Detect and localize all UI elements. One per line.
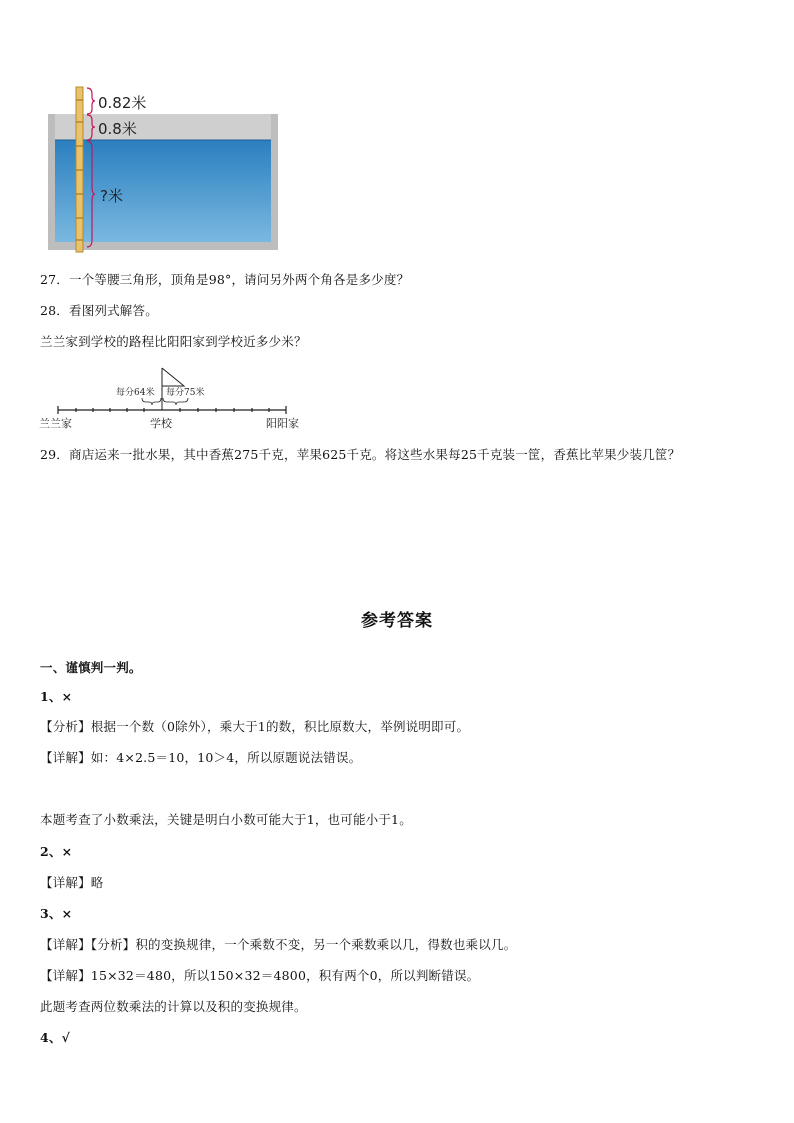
answer-1-note: 本题考查了小数乘法，关键是明白小数可能大于1，也可能小于1。 xyxy=(40,812,412,827)
label-unknown-m: ?米 xyxy=(100,187,123,205)
section-1-heading: 一、谨慎判一判。 xyxy=(40,660,142,675)
question-28-text: 兰兰家到学校的路程比阳阳家到学校近多少米？ xyxy=(40,334,307,349)
answer-3-detail: 【详解】15×32＝480，所以150×32＝4800，积有两个0，所以判断错误。 xyxy=(40,968,480,983)
answers-title: 参考答案 xyxy=(361,611,433,631)
answer-3-note: 此题考查两位数乘法的计算以及积的变换规律。 xyxy=(40,999,307,1014)
label-08m: 0.8米 xyxy=(98,120,137,138)
answer-2-detail: 【详解】略 xyxy=(40,875,104,890)
answer-1: 1、× xyxy=(40,689,73,704)
brace-left-speed xyxy=(142,398,161,405)
question-27: 27．一个等腰三角形，顶角是98°，请问另外两个角各是多少度？ xyxy=(40,272,410,287)
brace-top xyxy=(87,88,95,114)
answer-4: 4、√ xyxy=(40,1030,71,1045)
road-distance-figure xyxy=(36,364,316,436)
question-29: 29．商店运来一批水果，其中香蕉275千克，苹果625千克。将这些水果每25千克装一筐，香蕉比苹果少装几筐？ xyxy=(40,447,681,462)
answer-3-analysis: 【详解】【分析】积的变换规律，一个乘数不变，另一个乘数乘以几，得数也乘以几。 xyxy=(40,937,517,952)
brace-right-speed xyxy=(163,398,188,405)
label-082m: 0.82米 xyxy=(98,94,147,112)
place-lanlan-home: 兰兰家 xyxy=(39,417,72,430)
answer-1-analysis: 【分析】根据一个数（0除外），乘大于1的数，积比原数大，举例说明即可。 xyxy=(40,719,470,734)
pool-air-band xyxy=(55,114,271,140)
place-school: 学校 xyxy=(150,417,172,430)
school-flag xyxy=(162,368,184,386)
answer-1-detail: 【详解】如：4×2.5＝10，10＞4，所以原题说法错误。 xyxy=(40,750,362,765)
answer-3: 3、× xyxy=(40,906,73,921)
pool-water xyxy=(55,140,271,242)
question-28-title: 28．看图列式解答。 xyxy=(40,303,158,318)
speed-right-label: 每分75米 xyxy=(166,388,205,398)
answer-2: 2、× xyxy=(40,844,73,859)
place-yangyang-home: 阳阳家 xyxy=(266,417,299,430)
pool-bamboo-figure xyxy=(44,82,294,257)
speed-left-label: 每分64米 xyxy=(116,388,155,398)
